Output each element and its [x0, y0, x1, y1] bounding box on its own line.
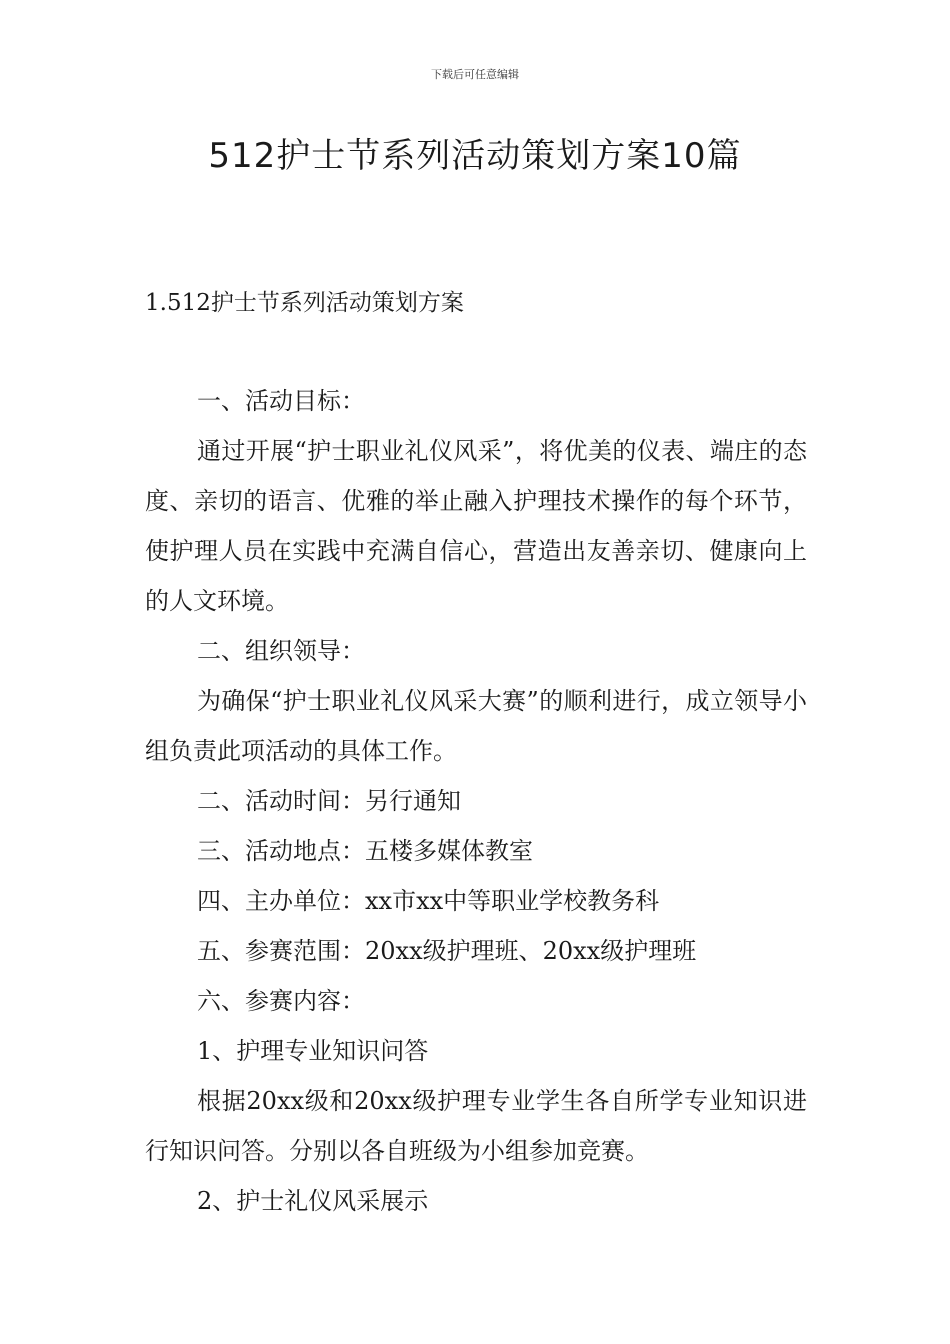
document-title: 512护士节系列活动策划方案10篇: [208, 136, 742, 176]
section-title: 1.512护士节系列活动策划方案: [145, 290, 464, 316]
paragraph-host: 四、主办单位：xx市xx中等职业学校教务科: [197, 887, 660, 915]
paragraph-organization-heading: 二、组织领导：: [197, 637, 365, 665]
paragraph-goal-heading: 一、活动目标：: [197, 387, 365, 415]
paragraph-location: 三、活动地点：五楼多媒体教室: [197, 837, 533, 865]
paragraph-item-1-body: 根据20xx级和20xx级护理专业学生各自所学专业知识进行知识问答。分别以各自班级为小组参加竞赛。: [145, 1087, 807, 1165]
paragraph-organization-body: 为确保“护士职业礼仪风采大赛”的顺利进行，成立领导小组负责此项活动的具体工作。: [145, 687, 807, 765]
paragraph-scope: 五、参赛范围：20xx级护理班、20xx级护理班: [197, 937, 697, 965]
paragraph-item-2-heading: 2、护士礼仪风采展示: [197, 1187, 429, 1215]
paragraph-item-1-heading: 1、护理专业知识问答: [197, 1037, 429, 1065]
document-body: [145, 376, 807, 1226]
header-note: 下载后可任意编辑: [431, 68, 519, 81]
paragraph-content-heading: 六、参赛内容：: [197, 987, 365, 1015]
paragraph-time: 二、活动时间：另行通知: [197, 787, 461, 815]
paragraph-goal-body: 通过开展“护士职业礼仪风采”，将优美的仪表、端庄的态度、亲切的语言、优雅的举止融入护理技术操作的每个环节，使护理人员在实践中充满自信心，营造出友善亲切、健康向上的人文环境。: [145, 437, 807, 615]
